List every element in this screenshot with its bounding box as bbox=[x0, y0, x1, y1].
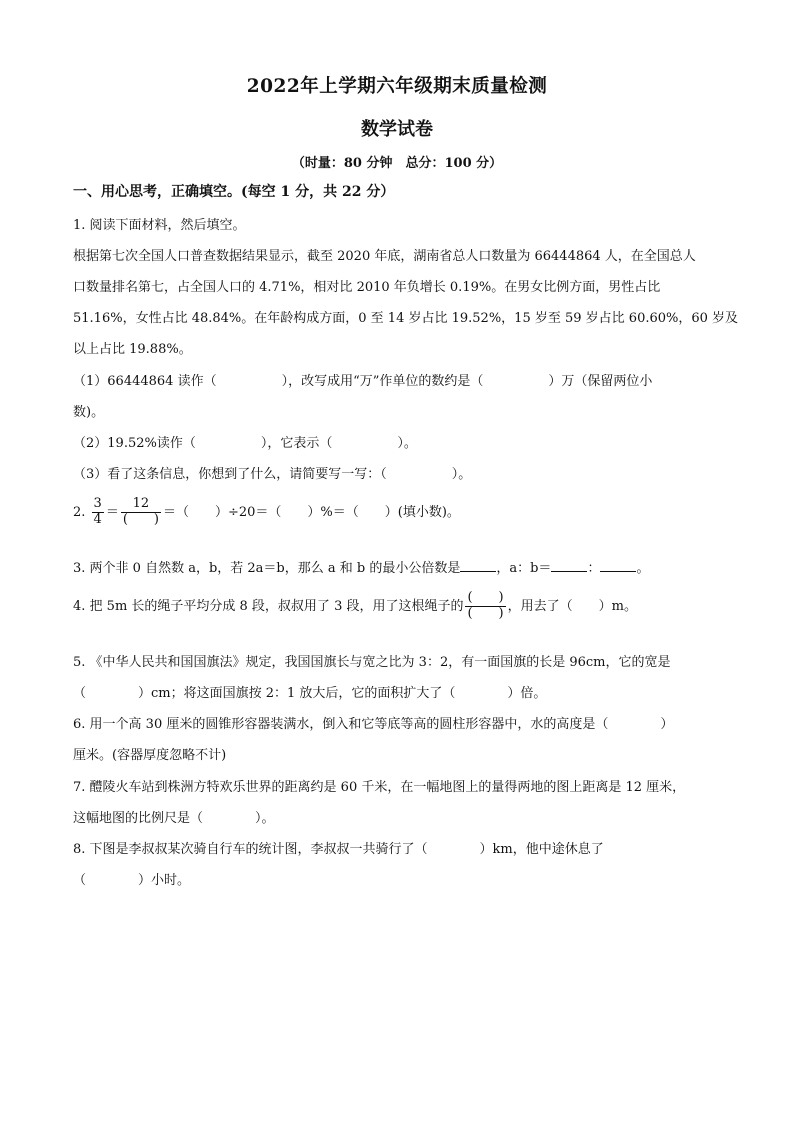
q3-blank-lcm bbox=[460, 559, 496, 572]
q3-line bbox=[73, 557, 649, 576]
q2-frac1-numerator: 3 bbox=[93, 496, 102, 511]
q1-passage-line-1: 根据第七次全国人口普查数据结果显示，截至 2020 年底，湖南省总人口数量为 66444864 人，在全国总人 bbox=[73, 249, 696, 264]
q5-line-1: 5. 《中华人民共和国国旗法》规定，我国国旗长与宽之比为 3：2，有一面国旗的长是 96cm，它的宽是 bbox=[73, 655, 671, 670]
q3-text-a: 3. 两个非 0 自然数 a，b，若 2a＝b，那么 a 和 b 的最小公倍数是 bbox=[73, 561, 461, 576]
q8-line-2: （ ）小时。 bbox=[73, 873, 191, 888]
q4-frac-denominator: ( ) bbox=[467, 605, 504, 621]
q7-line-1: 7. 醴陵火车站到株洲方特欢乐世界的距离约是 60 千米，在一幅地图上的量得两地的图上距离是 12 厘米， bbox=[73, 780, 686, 795]
q2-equals: ＝ bbox=[105, 504, 119, 520]
q1-sub1-line-1: （1）66444864 读作（ ），改写成用“万”作单位的数约是（ ）万（保留两位小 bbox=[73, 374, 653, 389]
q2-frac1-denominator: 4 bbox=[93, 511, 102, 527]
q2-number: 2. bbox=[73, 504, 86, 520]
q5-line-2: （ ）cm；将这面国旗按 2：1 放大后，它的面积扩大了（ ）倍。 bbox=[73, 686, 547, 701]
exam-title: 2022年上学期六年级期末质量检测 bbox=[246, 76, 548, 97]
q1-passage-line-2: 口数量排名第七，占全国人口的 4.71%，相对比 2010 年负增长 0.19%。在男女比例方面，男性占比 bbox=[73, 280, 661, 295]
q1-sub2: （2）19.52%读作（ ），它表示（ ）。 bbox=[73, 436, 417, 451]
q4-fraction-blank bbox=[465, 591, 505, 622]
q7-line-2: 这幅地图的比例尺是（ ）。 bbox=[73, 811, 275, 826]
time-and-score-info: （时量：80 分钟 总分：100 分） bbox=[291, 156, 503, 171]
q1-passage-line-4: 以上占比 19.88%。 bbox=[73, 342, 192, 357]
exam-subtitle: 数学试卷 bbox=[361, 119, 433, 140]
q8-line-1: 8. 下图是李叔叔某次骑自行车的统计图，李叔叔一共骑行了（ ）km，他中途休息了 bbox=[73, 842, 604, 857]
q4-frac-numerator: ( ) bbox=[467, 590, 504, 605]
q3-blank-ratio-right bbox=[600, 559, 636, 572]
q4-text-a: 4. 把 5m 长的绳子平均分成 8 段，叔叔用了 3 段，用了这根绳子的 bbox=[73, 598, 464, 614]
q2-rest: ＝（ ）÷20＝（ ）%＝（ ）(填小数)。 bbox=[163, 504, 460, 520]
section-1-heading: 一、用心思考，正确填空。(每空 1 分，共 22 分） bbox=[73, 184, 395, 200]
q2-fraction-3-4 bbox=[92, 497, 104, 528]
q2-frac2-denominator: ( ) bbox=[122, 511, 159, 527]
q3-blank-ratio-left bbox=[551, 559, 587, 572]
q2-frac2-numerator: 12 bbox=[132, 496, 150, 511]
q2-fraction-12 bbox=[121, 497, 161, 528]
q3-text-c: ： bbox=[587, 561, 601, 576]
q4-text-b: ，用去了（ ）m。 bbox=[507, 598, 637, 614]
q1-sub1-line-2: 数)。 bbox=[73, 405, 105, 420]
q6-line-2: 厘米。(容器厚度忽略不计) bbox=[73, 748, 227, 763]
q2-line bbox=[73, 497, 460, 528]
q3-text-b: ，a：b＝ bbox=[496, 561, 552, 576]
q1-sub3: （3）看了这条信息，你想到了什么，请简要写一写：（ ）。 bbox=[73, 467, 472, 482]
q6-line-1: 6. 用一个高 30 厘米的圆锥形容器装满水，倒入和它等底等高的圆柱形容器中，水的高度是（ ） bbox=[73, 717, 674, 732]
q1-passage-line-3: 51.16%，女性占比 48.84%。在年龄构成方面，0 至 14 岁占比 19.52%，15 岁至 59 岁占比 60.60%，60 岁及 bbox=[73, 311, 739, 326]
q4-line bbox=[73, 591, 637, 622]
q1-intro: 1. 阅读下面材料，然后填空。 bbox=[73, 218, 246, 233]
q3-text-d: 。 bbox=[636, 561, 650, 576]
